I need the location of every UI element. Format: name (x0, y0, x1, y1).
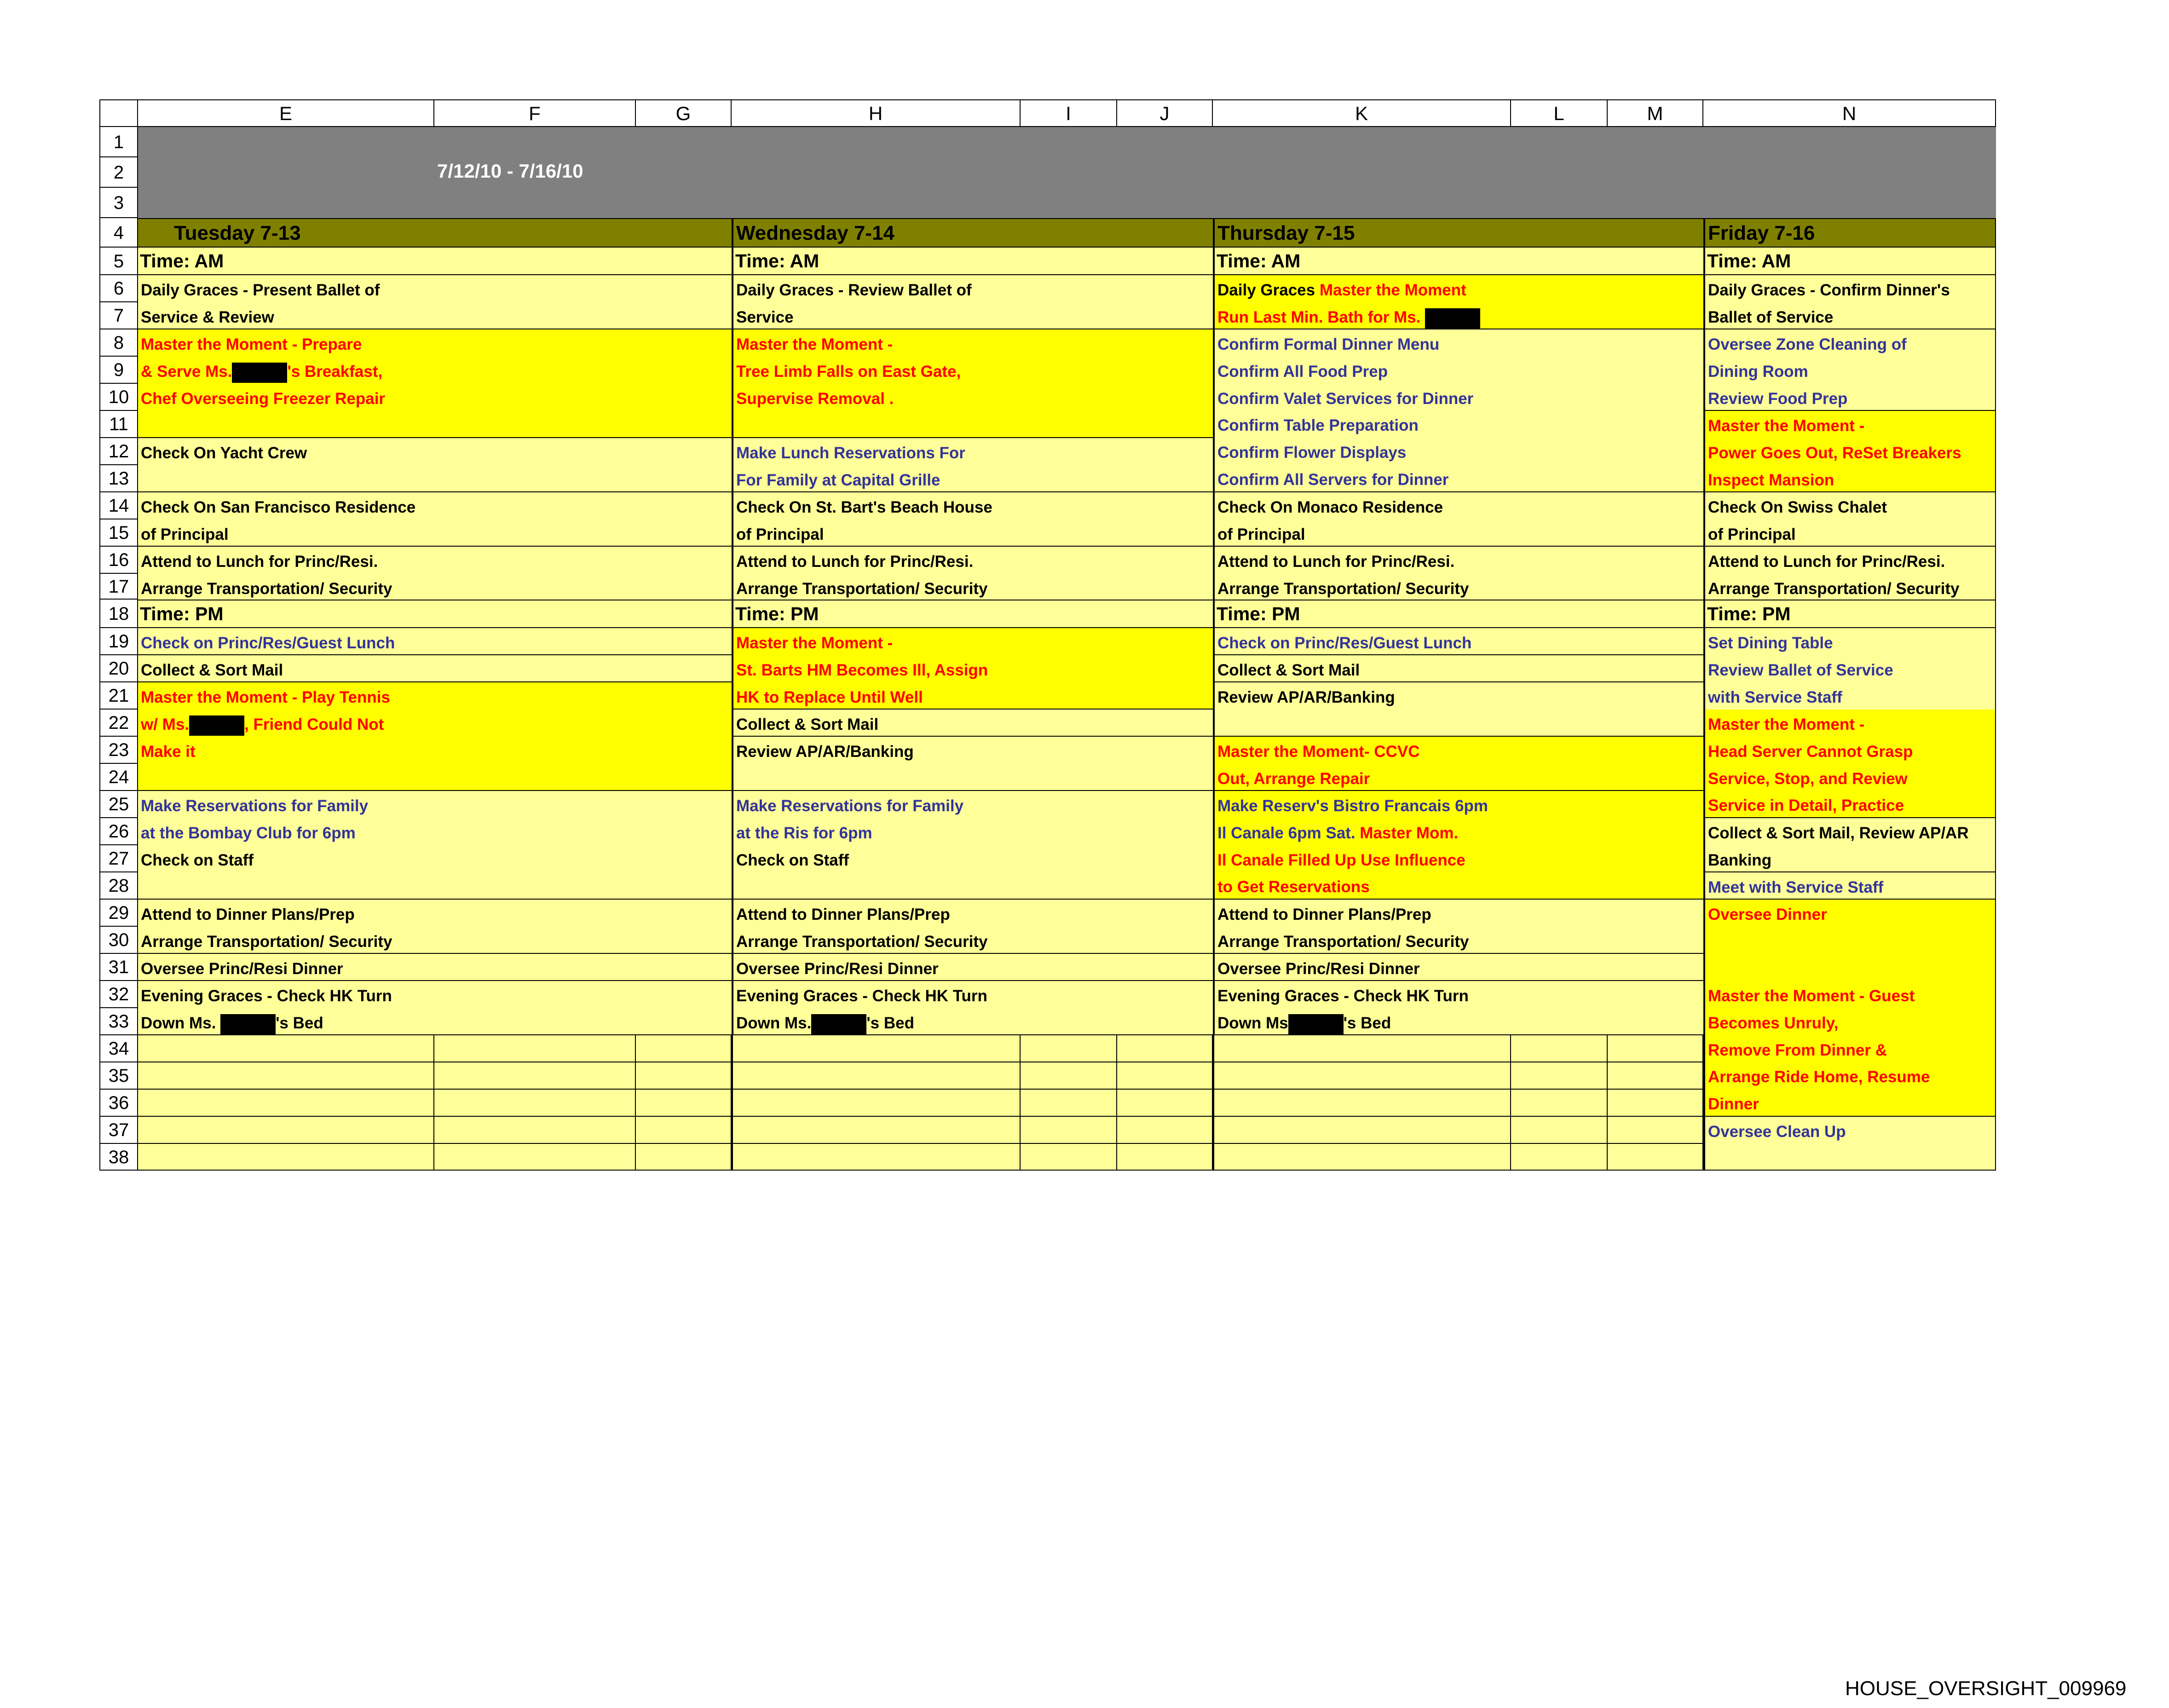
task-line: Check On San Francisco Residence (141, 498, 416, 516)
row-number[interactable]: 35 (99, 1062, 138, 1090)
day-header-tuesday-label: Tuesday 7-13 (174, 222, 301, 244)
tue-am-daily-graces (138, 275, 732, 329)
tue-pm-evening-graces (138, 981, 732, 1035)
task-line: Il Canale Filled Up Use Influence (1217, 851, 1465, 869)
thu-pm-guest-lunch (1213, 628, 1703, 655)
wed-pm-reservations (732, 791, 1213, 900)
task-line: Service (736, 308, 794, 326)
fri-am-lunch (1703, 547, 1996, 600)
empty-cell[interactable] (1608, 1090, 1703, 1117)
task-line: Oversee Dinner (1708, 906, 1827, 923)
task-fragment: Master Mom. (1360, 824, 1459, 842)
thu-pm-reservations (1213, 791, 1703, 900)
task-line (736, 1010, 1213, 1037)
empty-cell[interactable] (1213, 1144, 1511, 1171)
thu-am-confirmations (1213, 329, 1703, 492)
task-line (141, 711, 732, 739)
row-number[interactable]: 31 (99, 954, 138, 981)
row-number[interactable]: 18 (99, 600, 138, 628)
redaction-box (811, 1014, 866, 1034)
empty-cell[interactable] (732, 1117, 1021, 1144)
task-line: with Service Staff (1708, 688, 1842, 706)
task-fragment: Down Ms. (141, 1014, 216, 1032)
task-line: Becomes Unruly, (1708, 1014, 1839, 1032)
empty-cell[interactable] (636, 1144, 732, 1171)
fri-am-daily-graces (1703, 275, 1996, 329)
row-number[interactable]: 10 (99, 384, 138, 411)
task-fragment: 's Bed (276, 1014, 323, 1032)
empty-cell[interactable] (636, 1035, 732, 1062)
task-line: Inspect Mansion (1708, 471, 1834, 489)
task-line: Attend to Lunch for Princ/Resi. (1217, 553, 1455, 571)
row-number[interactable]: 38 (99, 1144, 138, 1171)
thu-am-residence (1213, 492, 1703, 547)
row-number[interactable]: 27 (99, 845, 138, 872)
task-fragment: Daily Graces (1217, 281, 1315, 299)
task-line: Master the Moment - (736, 634, 893, 652)
task-line: to Get Reservations (1217, 878, 1370, 896)
row-number[interactable]: 25 (99, 791, 138, 818)
task-line: Oversee Princ/Resi Dinner (141, 960, 343, 978)
time-pm-wednesday: Time: PM (732, 600, 1213, 628)
empty-cell[interactable] (1213, 1062, 1511, 1090)
task-line: Daily Graces - Confirm Dinner's (1708, 281, 1950, 299)
task-line: Arrange Transportation/ Security (1217, 579, 1469, 598)
tue-am-yacht (138, 438, 732, 492)
task-line: at the Ris for 6pm (736, 824, 872, 842)
wed-pm-banking (732, 737, 1213, 791)
empty-cell[interactable] (1117, 1062, 1213, 1090)
task-line: Collect & Sort Mail, Review AP/AR (1708, 824, 1969, 842)
task-line: Arrange Transportation/ Security (736, 932, 988, 951)
column-header-n[interactable]: N (1703, 99, 1996, 127)
task-line: Check On Monaco Residence (1217, 498, 1443, 516)
date-range-label: 7/12/10 - 7/16/10 (437, 160, 583, 182)
empty-cell[interactable] (1021, 1062, 1117, 1090)
redaction-box (220, 1014, 276, 1034)
thu-am-lunch (1213, 547, 1703, 600)
task-line: Attend to Dinner Plans/Prep (1217, 906, 1431, 923)
task-line: Master the Moment - (736, 335, 893, 353)
task-line: For Family at Capital Grille (736, 471, 940, 489)
row-number[interactable]: 4 (99, 218, 138, 248)
empty-cell[interactable] (138, 1090, 434, 1117)
task-line: Attend to Lunch for Princ/Resi. (1708, 553, 1945, 571)
wed-am-lunch-reservations (732, 438, 1213, 492)
task-fragment: Master the Moment (1319, 281, 1466, 299)
task-line: Oversee Princ/Resi Dinner (736, 960, 939, 978)
task-line: Review AP/AR/Banking (736, 743, 914, 761)
empty-cell[interactable] (1021, 1035, 1117, 1062)
task-line: Oversee Princ/Resi Dinner (1217, 960, 1420, 978)
fri-pm-oversee-dinner (1703, 900, 1996, 981)
empty-cell[interactable] (138, 1117, 434, 1144)
empty-cell[interactable] (636, 1062, 732, 1090)
column-header-k[interactable]: K (1213, 99, 1511, 127)
empty-cell[interactable] (1511, 1117, 1608, 1144)
task-line: Out, Arrange Repair (1217, 769, 1370, 788)
time-am-tuesday: Time: AM (138, 248, 732, 275)
wed-pm-evening-graces (732, 981, 1213, 1035)
empty-cell[interactable] (1511, 1035, 1608, 1062)
empty-cell[interactable] (1213, 1090, 1511, 1117)
empty-cell[interactable] (1608, 1062, 1703, 1090)
fri-am-residence (1703, 492, 1996, 547)
task-line: Check On Swiss Chalet (1708, 498, 1887, 516)
tue-pm-reservations (138, 791, 732, 900)
day-header-thursday (1213, 218, 1703, 248)
row-number[interactable]: 36 (99, 1090, 138, 1117)
task-line: Arrange Transportation/ Security (736, 579, 988, 598)
task-line (1217, 277, 1703, 304)
empty-cell[interactable] (732, 1035, 1021, 1062)
fri-pm-meet-staff (1703, 872, 1996, 900)
row-number[interactable]: 16 (99, 547, 138, 574)
task-line: Confirm All Food Prep (1217, 362, 1388, 381)
row-number[interactable]: 37 (99, 1117, 138, 1144)
task-line: Arrange Transportation/ Security (141, 932, 392, 951)
day-header-wednesday (732, 218, 1213, 248)
task-line: Make it (141, 742, 196, 761)
empty-cell[interactable] (1117, 1090, 1213, 1117)
empty-cell[interactable] (1117, 1035, 1213, 1062)
row-number[interactable]: 20 (99, 655, 138, 682)
task-line: Make Reservations for Family (736, 797, 964, 815)
empty-cell[interactable] (434, 1062, 636, 1090)
empty-cell[interactable] (1213, 1117, 1511, 1144)
row-number[interactable]: 19 (99, 628, 138, 655)
wed-am-lunch (732, 547, 1213, 600)
time-am-wednesday: Time: AM (732, 248, 1213, 275)
empty-cell[interactable] (1117, 1117, 1213, 1144)
task-line: at the Bombay Club for 6pm (141, 824, 356, 842)
row-number[interactable]: 26 (99, 818, 138, 845)
column-header-g[interactable]: G (636, 99, 732, 127)
title-banner (138, 127, 1996, 218)
row-number[interactable]: 28 (99, 872, 138, 900)
redaction-box (189, 716, 244, 736)
task-line: Confirm Table Preparation (1217, 416, 1419, 435)
task-line: Confirm Valet Services for Dinner (1217, 389, 1474, 408)
task-line: Make Reservations for Family (141, 797, 369, 815)
row-number[interactable]: 9 (99, 357, 138, 384)
tue-am-residence (138, 492, 732, 547)
empty-cell[interactable] (138, 1062, 434, 1090)
task-line: Confirm Formal Dinner Menu (1217, 335, 1440, 353)
empty-cell[interactable] (434, 1117, 636, 1144)
row-number[interactable]: 8 (99, 329, 138, 357)
thu-pm-oversee-dinner (1213, 954, 1703, 981)
task-line (1217, 1010, 1703, 1037)
empty-cell[interactable] (636, 1117, 732, 1144)
empty-cell[interactable] (1511, 1062, 1608, 1090)
task-line: Arrange Transportation/ Security (1708, 579, 1960, 598)
task-fragment: 's Bed (1343, 1014, 1391, 1032)
row-number[interactable]: 7 (99, 302, 138, 329)
thu-pm-mail (1213, 655, 1703, 682)
task-line (1217, 820, 1703, 847)
task-line: Make Lunch Reservations For (736, 444, 965, 462)
empty-cell[interactable] (1608, 1035, 1703, 1062)
fri-am-zone-cleaning (1703, 329, 1996, 411)
time-pm-thursday: Time: PM (1213, 600, 1703, 628)
thu-am-daily-graces (1213, 275, 1703, 329)
fri-pm-master-moment-guest (1703, 981, 1996, 1117)
thu-pm-banking (1213, 682, 1703, 737)
task-fragment: 's Bed (866, 1014, 914, 1032)
empty-cell[interactable] (1021, 1090, 1117, 1117)
row-number[interactable]: 11 (99, 411, 138, 438)
wed-pm-oversee-dinner (732, 954, 1213, 981)
empty-cell[interactable] (1511, 1090, 1608, 1117)
row-number[interactable]: 22 (99, 710, 138, 737)
empty-cell[interactable] (636, 1090, 732, 1117)
time-pm-friday: Time: PM (1703, 600, 1996, 628)
empty-cell[interactable] (1117, 1144, 1213, 1171)
task-fragment: Down Ms (1217, 1014, 1288, 1032)
task-line: of Principal (1708, 525, 1796, 543)
task-fragment: Il Canale 6pm Sat. (1217, 824, 1356, 842)
task-line: Attend to Lunch for Princ/Resi. (736, 553, 974, 571)
task-line: Check on Princ/Res/Guest Lunch (141, 634, 395, 652)
task-line: St. Barts HM Becomes Ill, Assign (736, 661, 988, 679)
task-line: Banking (1708, 851, 1772, 869)
day-header-friday-label: Friday 7-16 (1708, 222, 1815, 244)
empty-cell[interactable] (434, 1090, 636, 1117)
task-line: Remove From Dinner & (1708, 1041, 1887, 1059)
task-line (141, 358, 732, 386)
empty-cell[interactable] (1021, 1144, 1117, 1171)
tue-pm-mail (138, 655, 732, 682)
task-line: Collect & Sort Mail (141, 661, 283, 679)
thu-pm-dinner-plans (1213, 900, 1703, 954)
task-line: Check On St. Bart's Beach House (736, 498, 992, 516)
task-fragment: , Friend Could Not (244, 715, 384, 733)
task-line: Review Ballet of Service (1708, 661, 1893, 679)
day-header-tuesday (138, 218, 732, 248)
fri-pm-mail-banking (1703, 818, 1996, 872)
task-line: HK to Replace Until Well (736, 688, 923, 706)
column-header-m[interactable]: M (1608, 99, 1703, 127)
task-line: Attend to Dinner Plans/Prep (736, 906, 950, 923)
task-line: Review AP/AR/Banking (1217, 688, 1395, 706)
row-number[interactable]: 3 (99, 188, 138, 218)
task-line: Service & Review (141, 308, 274, 326)
row-number[interactable]: 14 (99, 492, 138, 519)
time-pm-tuesday: Time: PM (138, 600, 732, 628)
task-line: Attend to Lunch for Princ/Resi. (141, 553, 378, 571)
task-line: Evening Graces - Check HK Turn (141, 987, 392, 1005)
row-number[interactable]: 6 (99, 275, 138, 302)
task-line: Supervise Removal . (736, 389, 894, 408)
column-header-f[interactable]: F (434, 99, 636, 127)
day-header-friday (1703, 218, 1996, 248)
column-header-h[interactable]: H (732, 99, 1021, 127)
task-line: Master the Moment - Guest (1708, 987, 1915, 1005)
wed-am-residence (732, 492, 1213, 547)
column-header-i[interactable]: I (1021, 99, 1117, 127)
column-header-e[interactable]: E (138, 99, 434, 127)
empty-cell[interactable] (434, 1144, 636, 1171)
empty-cell[interactable] (732, 1062, 1021, 1090)
task-line: Master the Moment - (1708, 716, 1865, 733)
task-line: Check on Staff (141, 851, 254, 869)
tue-pm-dinner-plans (138, 900, 732, 954)
spreadsheet (99, 99, 1996, 1171)
task-line: Confirm All Servers for Dinner (1217, 470, 1449, 489)
redaction-box (1288, 1014, 1344, 1034)
row-number[interactable]: 13 (99, 465, 138, 492)
fri-pm-dining-table (1703, 628, 1996, 710)
empty-cell[interactable] (732, 1090, 1021, 1117)
task-line: of Principal (736, 525, 824, 543)
task-line: Oversee Zone Cleaning of (1708, 335, 1907, 353)
empty-cell[interactable] (138, 1144, 434, 1171)
fri-pm-clean-up (1703, 1117, 1996, 1171)
time-am-friday: Time: AM (1703, 248, 1996, 275)
document-footer-id: HOUSE_OVERSIGHT_009969 (1845, 1677, 2127, 1700)
task-line: Evening Graces - Check HK Turn (1217, 987, 1469, 1005)
tue-pm-oversee-dinner (138, 954, 732, 981)
task-line: Power Goes Out, ReSet Breakers (1708, 444, 1961, 462)
row-number[interactable]: 12 (99, 438, 138, 465)
empty-cell[interactable] (1213, 1035, 1511, 1062)
task-line: Check On Yacht Crew (141, 444, 307, 462)
task-line: Arrange Transportation/ Security (141, 579, 392, 598)
tue-pm-master-moment (138, 682, 732, 791)
wed-am-daily-graces (732, 275, 1213, 329)
task-line (141, 1010, 732, 1037)
task-line: Tree Limb Falls on East Gate, (736, 362, 961, 381)
row-number[interactable]: 34 (99, 1035, 138, 1062)
row-number[interactable]: 24 (99, 764, 138, 791)
empty-cell[interactable] (138, 1035, 434, 1062)
row-number[interactable]: 17 (99, 574, 138, 600)
row-number[interactable]: 1 (99, 127, 138, 157)
row-number[interactable]: 29 (99, 900, 138, 927)
row-number[interactable]: 2 (99, 157, 138, 188)
row-number[interactable]: 5 (99, 248, 138, 275)
wed-pm-mail (732, 710, 1213, 737)
empty-cell[interactable] (1608, 1144, 1703, 1171)
task-line: Collect & Sort Mail (736, 716, 879, 733)
task-line: Master the Moment - Prepare (141, 335, 362, 353)
task-line: Oversee Clean Up (1708, 1123, 1846, 1141)
task-line: Service in Detail, Practice (1708, 796, 1904, 815)
task-line: Collect & Sort Mail (1217, 661, 1360, 679)
task-line: Check on Staff (736, 851, 849, 869)
task-line: Master the Moment- CCVC (1217, 743, 1420, 761)
task-line: Set Dining Table (1708, 634, 1833, 652)
task-line (1217, 304, 1703, 331)
empty-cell[interactable] (732, 1144, 1021, 1171)
row-number[interactable]: 33 (99, 1008, 138, 1035)
corner-header[interactable] (99, 99, 138, 127)
redaction-box (1425, 308, 1480, 329)
task-line: Make Reserv's Bistro Francais 6pm (1217, 797, 1488, 815)
fri-am-master-moment (1703, 411, 1996, 492)
redaction-box (232, 363, 287, 383)
task-line: Arrange Transportation/ Security (1217, 932, 1469, 951)
empty-cell[interactable] (1511, 1144, 1608, 1171)
task-fragment: w/ Ms. (141, 715, 190, 733)
task-line: Ballet of Service (1708, 308, 1834, 326)
task-line: of Principal (141, 525, 229, 543)
wed-pm-master-moment (732, 628, 1213, 710)
row-number[interactable]: 23 (99, 737, 138, 764)
task-line: Attend to Dinner Plans/Prep (141, 906, 355, 923)
task-line: Check on Princ/Res/Guest Lunch (1217, 634, 1472, 652)
task-line: Dining Room (1708, 362, 1808, 381)
tue-am-master-moment (138, 329, 732, 438)
task-line: Daily Graces - Present Ballet of (141, 281, 380, 299)
row-number[interactable]: 32 (99, 981, 138, 1008)
wed-am-master-moment (732, 329, 1213, 438)
task-line: Confirm Flower Displays (1217, 444, 1407, 462)
task-fragment: & Serve Ms. (141, 362, 232, 381)
task-line: Service, Stop, and Review (1708, 769, 1908, 788)
task-line: Review Food Prep (1708, 389, 1848, 408)
task-line: Evening Graces - Check HK Turn (736, 987, 987, 1005)
time-am-thursday: Time: AM (1213, 248, 1703, 275)
row-number[interactable]: 30 (99, 927, 138, 954)
tue-am-lunch (138, 547, 732, 600)
task-fragment: 's Breakfast, (287, 362, 383, 381)
empty-cell[interactable] (1608, 1117, 1703, 1144)
column-header-l[interactable]: L (1511, 99, 1608, 127)
row-number[interactable]: 21 (99, 682, 138, 710)
task-line: Daily Graces - Review Ballet of (736, 281, 972, 299)
empty-cell[interactable] (1021, 1117, 1117, 1144)
empty-rows (138, 1035, 1703, 1171)
task-line: Meet with Service Staff (1708, 878, 1884, 896)
task-line: Arrange Ride Home, Resume (1708, 1068, 1930, 1086)
task-line: Dinner (1708, 1095, 1759, 1114)
task-line: Master the Moment - Play Tennis (141, 688, 390, 706)
day-header-thursday-label: Thursday 7-15 (1217, 222, 1355, 244)
task-line: of Principal (1217, 525, 1305, 543)
fri-pm-master-moment-server (1703, 710, 1996, 818)
thu-pm-master-moment-ccvc (1213, 737, 1703, 791)
task-fragment: Run Last Min. Bath for Ms. (1217, 308, 1421, 326)
column-header-j[interactable]: J (1117, 99, 1213, 127)
day-header-wednesday-label: Wednesday 7-14 (736, 222, 895, 244)
empty-cell[interactable] (434, 1035, 636, 1062)
tue-pm-guest-lunch (138, 628, 732, 655)
task-line: Master the Moment - (1708, 417, 1865, 435)
task-line: Head Server Cannot Grasp (1708, 742, 1913, 761)
wed-pm-dinner-plans (732, 900, 1213, 954)
thu-pm-evening-graces (1213, 981, 1703, 1035)
task-line: Chef Overseeing Freezer Repair (141, 389, 386, 408)
task-fragment: Down Ms. (736, 1014, 812, 1032)
row-number[interactable]: 15 (99, 519, 138, 547)
